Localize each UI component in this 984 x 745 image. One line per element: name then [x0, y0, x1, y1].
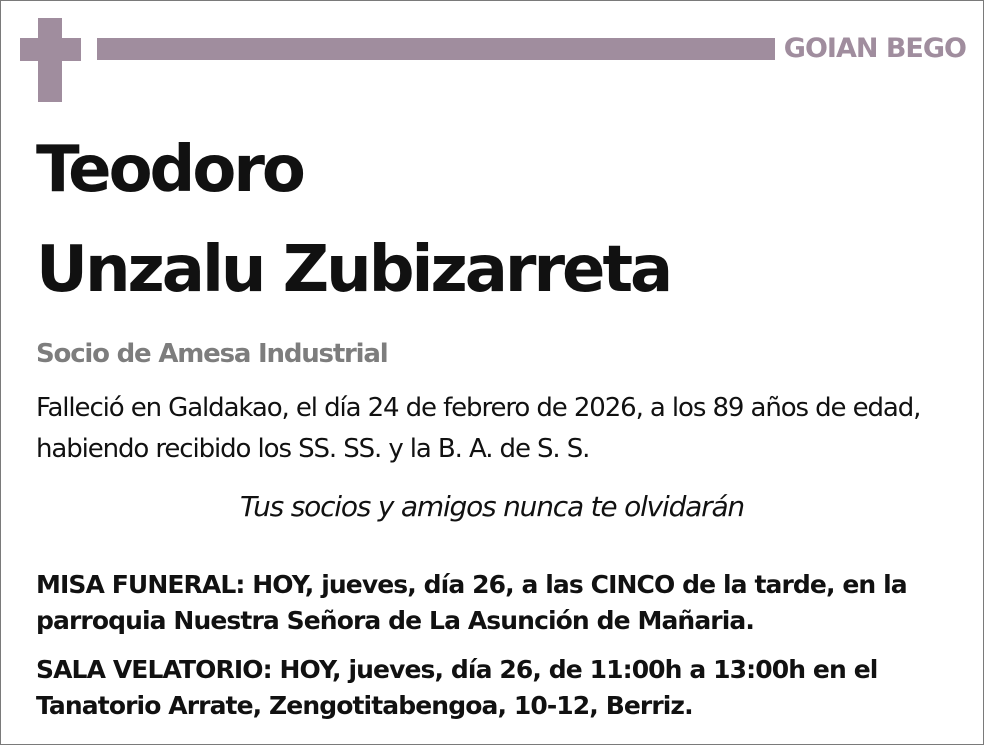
deceased-first-name: Teodoro — [36, 133, 303, 207]
funeral-mass-info: MISA FUNERAL: HOY, jueves, día 26, a las CINCO de la tarde, en la parroquia Nuestra Señora de La Asunción de Mañaria. — [36, 570, 907, 635]
brand-label: GOIAN BEGO — [783, 33, 966, 64]
dedication-text: Tus socios y amigos nunca te olvidarán — [240, 490, 744, 523]
header-rule — [97, 38, 775, 60]
wake-room-info: SALA VELATORIO: HOY, jueves, día 26, de 11:00h a 13:00h en el Tanatorio Arrate, Zengotitabengoa, 10-12, Berriz. — [36, 655, 878, 720]
deceased-surnames: Unzalu Zubizarreta — [36, 233, 671, 307]
cross-icon-horizontal-bar — [20, 38, 81, 61]
deceased-role: Socio de Amesa Industrial — [36, 339, 388, 369]
death-notice-text: Falleció en Galdakao, el día 24 de febrero de 2026, a los 89 años de edad, habiendo recibido los SS. SS. y la B. A. de S. S. — [36, 393, 921, 464]
